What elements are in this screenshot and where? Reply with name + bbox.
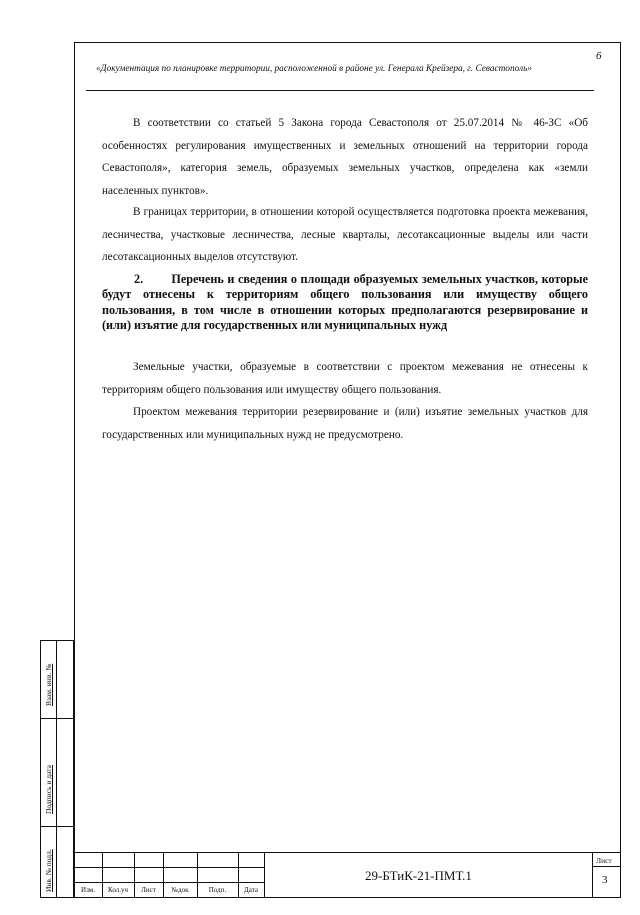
strip-sep-2 bbox=[40, 826, 74, 827]
page-number: 6 bbox=[596, 50, 602, 62]
section-heading: 2. Перечень и сведения о площади образуемых земельных участков, которые будут отнесены к территориям общего пользования или имуществу общего пользования, в том числе в отношении которых предполагаются резервирование и (или) изъятие для государственных или муниципальных нужд bbox=[102, 272, 588, 332]
running-header: «Документация по планировке территории, расположенной в районе ул. Генерала Крейзера, г. Севастополь» bbox=[96, 64, 532, 74]
strip-label-inv: Инв. № подл. bbox=[44, 849, 53, 892]
strip-sep-1 bbox=[40, 718, 74, 719]
tb-col-data: Дата bbox=[244, 886, 258, 894]
tb-col-7 bbox=[592, 852, 593, 897]
paragraph-3: Земельные участки, образуемые в соответствии с проектом межевания не отнесены к территориям общего пользования или имуществу общего пользования. bbox=[102, 361, 588, 396]
tb-col-6 bbox=[264, 852, 265, 897]
tb-sheet-line bbox=[592, 866, 620, 867]
header-rule bbox=[86, 90, 594, 91]
frame-right bbox=[620, 42, 621, 898]
stamp-strip-divider bbox=[56, 640, 57, 898]
paragraph-2: В границах территории, в отношении которой осуществляется подготовка проекта межевания, лесничества, участковые лесничества, лесные кварталы, лесотаксационные выделы или части лесотаксационных выделов отсутствуют. bbox=[102, 206, 588, 263]
tb-col-kolush: Кол.уч bbox=[108, 886, 128, 894]
tb-col-ndok: №док bbox=[171, 886, 189, 894]
tb-col-podp: Подп. bbox=[208, 886, 227, 894]
strip-label-podpis: Подпись и дата bbox=[44, 765, 53, 814]
frame-left bbox=[74, 42, 75, 898]
frame-bottom bbox=[40, 897, 620, 898]
sheet-label: Лист bbox=[596, 856, 612, 865]
frame-top bbox=[74, 42, 620, 43]
strip-label-vzam: Взам. инв. № bbox=[44, 663, 53, 706]
document-code: 29-БТиК-21-ПМТ.1 bbox=[365, 868, 472, 883]
sheet-number: 3 bbox=[602, 874, 608, 886]
paragraph-1: В соответствии со статьей 5 Закона города Севастополя от 25.07.2014 № 46-ЗС «Об особенностях регулирования имущественных и земельных отношений на территории города Севастополя», категория земель, образуемых земельных участков, определена как «земли населенных пунктов». bbox=[102, 117, 588, 197]
tb-col-list: Лист bbox=[141, 886, 156, 894]
paragraph-4: Проектом межевания территории резервирование и (или) изъятие земельных участков для государственных или муниципальных нужд не предусмотрено. bbox=[102, 406, 588, 441]
tb-top-line bbox=[74, 852, 620, 853]
tb-col-izm: Изм. bbox=[81, 886, 95, 894]
